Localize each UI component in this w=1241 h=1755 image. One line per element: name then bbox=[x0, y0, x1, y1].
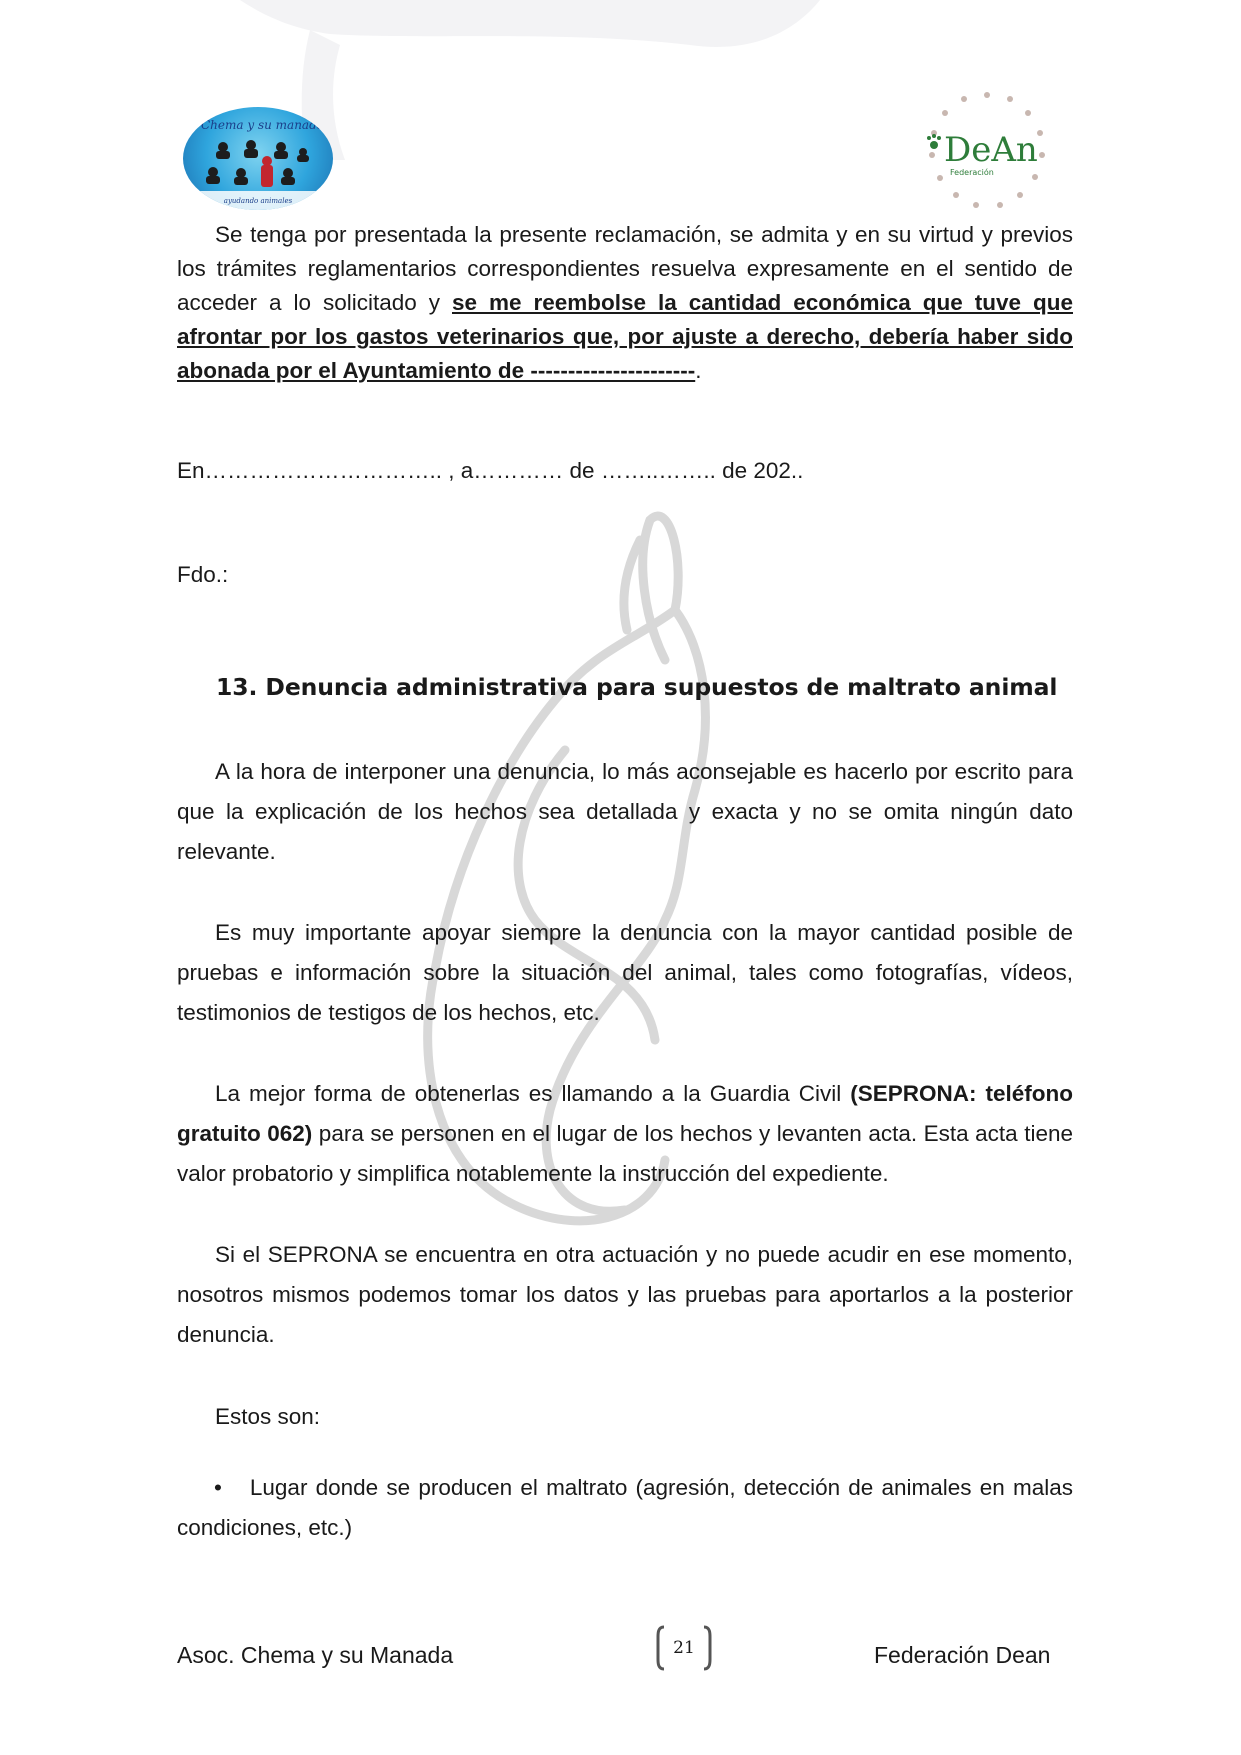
chema-y-su-manada-logo-icon bbox=[183, 107, 333, 210]
section-heading: 13. Denuncia administrativa para supuestos de maltrato animal bbox=[216, 673, 1058, 701]
right-logo-subtext: Federación bbox=[950, 168, 994, 177]
footer-association: Asoc. Chema y su Manada bbox=[177, 1642, 454, 1668]
paragraph4-plain1: La mejor forma de obtenerlas es llamando a la Guardia Civil bbox=[215, 1081, 851, 1106]
complaint-writing-paragraph bbox=[177, 752, 1073, 872]
right-logo-text: DeAn bbox=[944, 130, 1038, 170]
paragraph1-emphasis: se me reembolse la cantidad económica que tuve que afrontar por los gastos veterinarios que, por ajuste a derecho, debería haber sido abonada por el Ayuntamiento de ---------------------- bbox=[177, 290, 1073, 383]
left-logo-text: Chema y su manada bbox=[201, 118, 324, 132]
signature-line: Fdo.: bbox=[177, 562, 229, 587]
place-date-line: En………………………….. , a………… de ……..…….. de 202.. bbox=[177, 458, 804, 483]
bullet-item-text: Lugar donde se producen el maltrato (agresión, detección de animales en malas condiciones, etc.) bbox=[177, 1475, 1073, 1540]
list-item bbox=[177, 1468, 1073, 1548]
bullet-icon: • bbox=[214, 1475, 222, 1500]
reimbursement-request-paragraph bbox=[177, 218, 1073, 388]
paragraph1-plain: Se tenga por presentada la presente reclamación, se admita y en su virtud y previos los trámites reglamentarios correspondientes resuelva expresamente en el sentido de acceder a lo solicitado y bbox=[177, 222, 1073, 315]
list-intro: Estos son: bbox=[215, 1404, 321, 1429]
paragraph3-text: Es muy importante apoyar siempre la denuncia con la mayor cantidad posible de pruebas e información sobre la situación del animal, tales como fotografías, vídeos, testimonios de testigos de los hechos, etc. bbox=[177, 920, 1073, 1025]
paragraph2-text: A la hora de interponer una denuncia, lo más aconsejable es hacerlo por escrito para que la explicación de los hechos sea detallada y exacta y no se omita ningún dato relevante. bbox=[177, 759, 1073, 864]
paragraph1-end: . bbox=[695, 358, 702, 383]
seprona-paragraph bbox=[177, 1074, 1073, 1194]
page-number: 21 bbox=[673, 1638, 695, 1658]
footer-federation: Federación Dean bbox=[874, 1642, 1051, 1668]
evidence-paragraph bbox=[177, 913, 1073, 1033]
paragraph4-plain2: para se personen en el lugar de los hechos y levanten acta. Esta acta tiene valor probatorio y simplifica notablemente la instrucción del expediente. bbox=[177, 1121, 1073, 1186]
own-evidence-paragraph bbox=[177, 1235, 1073, 1355]
svg-text:ayudando animales: ayudando animales bbox=[223, 197, 293, 205]
paragraph5-text: Si el SEPRONA se encuentra en otra actuación y no puede acudir en ese momento, nosotros mismos podemos tomar los datos y las pruebas para aportarlos a la posterior denuncia. bbox=[177, 1242, 1073, 1347]
federacion-dean-logo-icon bbox=[920, 83, 1055, 218]
seprona-phone-bold: (SEPRONA: teléfono gratuito 062) bbox=[177, 1081, 1073, 1146]
